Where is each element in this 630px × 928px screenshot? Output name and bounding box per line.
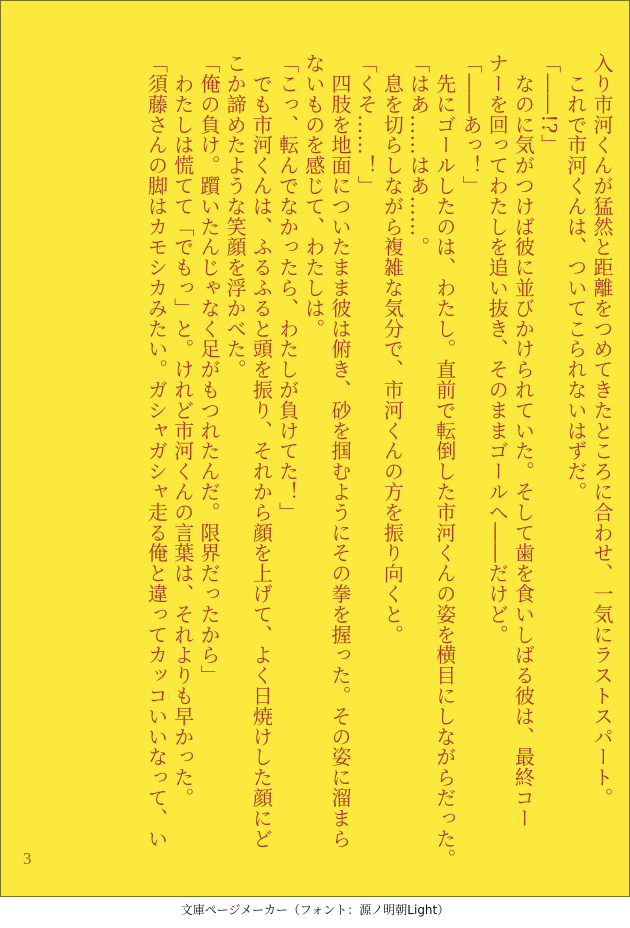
text-line: でも市河くんは、ふるふると頭を振り、それから顔を上げて、よく日焼けした顔にど <box>249 53 274 849</box>
vertical-text-body <box>45 53 615 869</box>
text-line: これで市河くんは、ついてこられないはずだ。 <box>563 53 588 502</box>
text-line: こか諦めたような笑顔を浮かべた。 <box>223 53 248 380</box>
text-line: わたしは慌てて「でもっ」と。けれど市河くんの言葉は、それよりも早かった。 <box>170 53 195 808</box>
text-line: なのに気がつけば彼に並びかけられていた。そして歯を食いしばる彼は、最終コー <box>511 53 536 829</box>
text-line: 「須藤さんの脚はカモシカみたい。ガシャガシャ走る俺と違ってカッコいいなって、い <box>144 53 169 849</box>
page-number: 3 <box>23 849 32 868</box>
text-line: 「――!?」 <box>537 53 562 155</box>
footer-caption: 文庫ページメーカー（フォント：源ノ明朝Light） <box>180 903 450 917</box>
text-line: ナーを回ってわたしを追い抜き、そのままゴールへ――だけど。 <box>485 53 510 645</box>
text-line: 「俺の負け。躓いたんじゃなく足がもつれたんだ。限界だったから」 <box>196 53 221 686</box>
text-line: 「――あっ！」 <box>458 53 483 196</box>
text-line: 息を切らしながら複雑な気分で、市河くんの方を振り向くと。 <box>380 53 405 645</box>
text-line: 先にゴールしたのは、わたし。直前で転倒した市河くんの姿を横目にしながらだった。 <box>432 53 457 869</box>
text-line: 「くそ……！」 <box>354 53 379 196</box>
text-line: 「こっ、転んでなかったら、わたしが負けてた！」 <box>275 53 300 523</box>
text-line: 「はあ……はあ……。 <box>406 53 431 257</box>
text-line: 入り市河くんが猛然と距離をつめてきたところに合わせ、一気にラストスパート。 <box>590 53 614 808</box>
text-line: 四肢を地面についたまま彼は俯き、砂を掴むようにその拳を握った。その姿に溜まら <box>327 53 352 849</box>
text-line: ないものを感じて、わたしは。 <box>301 53 326 339</box>
